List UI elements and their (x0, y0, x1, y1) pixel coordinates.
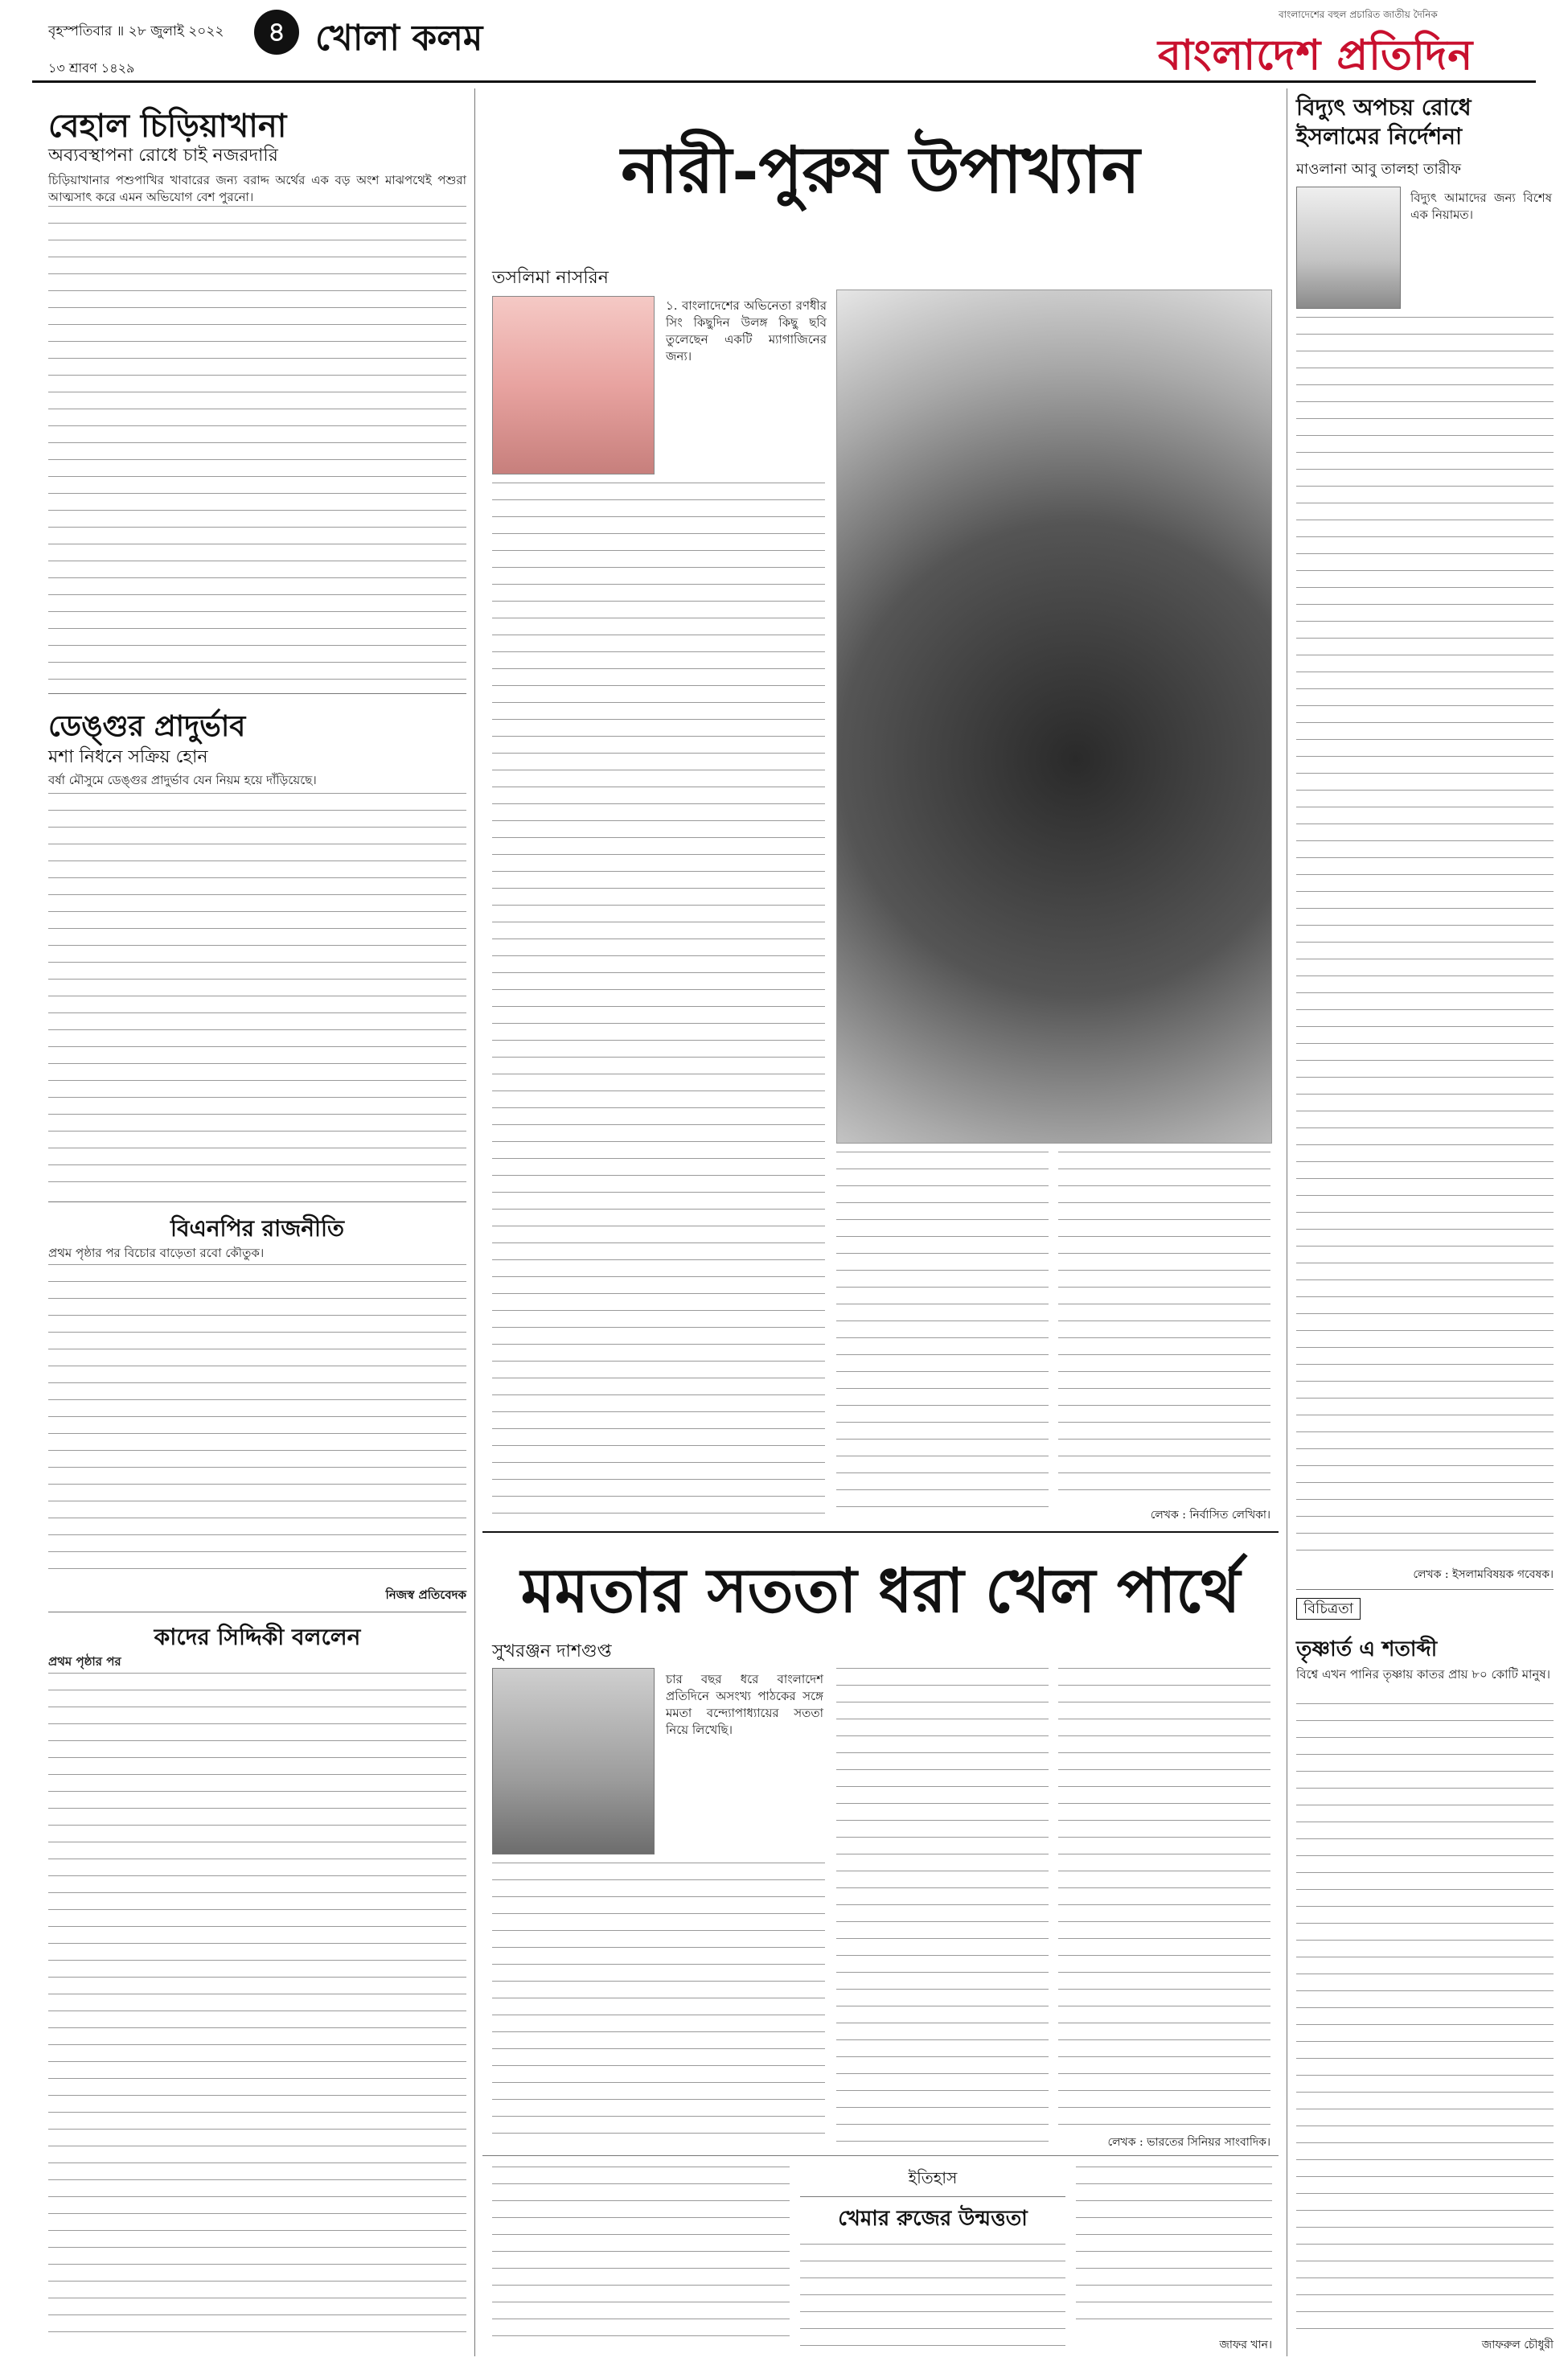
history-mid-body (800, 2244, 1065, 2351)
mamata-title: মমতার সততা ধরা খেল পার্থে (520, 1555, 1241, 1626)
feature-illustration (836, 290, 1272, 1144)
misc-author: জাফরুল চৌধুরী (1481, 2339, 1554, 2351)
islam-author-photo (1296, 187, 1401, 309)
dengue-subtitle: মশা নিধনে সক্রিয় হোন (48, 747, 208, 767)
rule-mamata (482, 2155, 1279, 2156)
bnp-lead: প্রথম পৃষ্ঠার পর বিচোর বাড়েতা রবো কৌতুক। (48, 1246, 265, 1260)
mamata-col3-body (1058, 1668, 1270, 2128)
rule-right-col (1296, 1589, 1554, 1590)
misc-label (1296, 1597, 1554, 1622)
misc-title: তৃষ্ণার্ত এ শতাব্দী (1296, 1637, 1438, 1661)
history-box (800, 2167, 1065, 2236)
zoo-lead: চিড়িয়াখানার পশুপাখির খাবারের জন্য বরাদ্দ অর্থের এক বড় অংশ মাঝপথেই পশুরা আত্মসাৎ করে এমন অভিযোগ বেশ পুরনো। (48, 173, 466, 204)
zoo-subtitle: অব্যবস্থাপনা রোধে চাই নজরদারি (48, 146, 278, 166)
history-author: জাফর খান। (1219, 2339, 1272, 2351)
feature-lead: ১. বাংলাদেশের অভিনেতা রণধীর সিং কিছুদিন উলঙ্গ কিছু ছবি তুলেছেন একটি ম্যাগাজিনের জন্য। (666, 298, 827, 363)
date-line-1: বৃহস্পতিবার ॥ ২৮ জুলাই ২০২২ (48, 23, 224, 39)
rule-left (474, 88, 475, 2356)
feature-footer: লেখক : নির্বাসিত লেখিকা। (1150, 1509, 1270, 1522)
page-number-circle (254, 10, 299, 55)
feature-col2-body (836, 1152, 1049, 1518)
history-left-body (492, 2167, 790, 2351)
bnp-byline: নিজস্ব প্রতিবেদক (385, 1587, 466, 1602)
masthead: বাংলাদেশ প্রতিদিন (1158, 31, 1474, 80)
zoo-body (48, 206, 466, 680)
rule-zoo (48, 693, 466, 694)
rule-dengue (48, 1201, 466, 1202)
page-number: ৪ (267, 16, 286, 48)
mamata-col2-body (836, 1668, 1049, 2150)
misc-body (1296, 1703, 1554, 2332)
bnp-title: বিএনপির রাজনীতি (170, 1215, 345, 1242)
mamata-lead: চার বছর ধরে বাংলাদেশ প্রতিদিনে অসংখ্য পাঠকের সঙ্গে মমতা বন্দ্যোপাধ্যায়ের সততা নিয়ে লিখেছি। (666, 1672, 823, 1737)
mamata-author-photo (492, 1668, 655, 1854)
dengue-body (48, 793, 466, 1192)
header-rule (32, 80, 1536, 83)
mamata-footer: লেখক : ভারতের সিনিয়র সাংবাদিক। (1107, 2136, 1270, 2149)
misc-label-text: বিচিত্রতা (1296, 1598, 1361, 1620)
islam-title: বিদ্যুৎ অপচয় রোধে ইসলামের নির্দেশনা (1296, 94, 1472, 150)
kader-lead: প্রথম পৃষ্ঠার পর (48, 1654, 121, 1669)
history-label: ইতিহাস (800, 2167, 1065, 2197)
feature-col1-body (492, 483, 825, 1518)
dengue-lead: বর্ষা মৌসুমে ডেঙ্গুর প্রাদুর্ভাব যেন নিয়ম হয়ে দাঁড়িয়েছে। (48, 773, 317, 787)
feature-title: নারী-পুরুষ উপাখ্যান (621, 132, 1140, 207)
misc-lead: বিশ্বে এখন পানির তৃষ্ণায় কাতর প্রায় ৮০ কোটি মানুষ। (1296, 1667, 1550, 1682)
kader-title: কাদের সিদ্দিকী বললেন (154, 1624, 361, 1650)
history-right-body (1076, 2167, 1272, 2332)
section-title: খোলা কলম (315, 18, 483, 59)
feature-col3-body (1058, 1152, 1270, 1502)
islam-body (1296, 317, 1554, 1560)
history-title: খেমার রুজের উন্মত্ততা (838, 2207, 1028, 2231)
islam-footer: লেখক : ইসলামবিষয়ক গবেষক। (1413, 1568, 1554, 1581)
date-line-2: ১৩ শ্রাবণ ১৪২৯ (48, 60, 135, 76)
bnp-body (48, 1264, 466, 1583)
mamata-author: সুখরঞ্জন দাশগুপ্ত (492, 1641, 612, 1661)
dengue-title: ডেঙ্গুর প্রাদুর্ভাব (48, 709, 246, 743)
islam-author: মাওলানা আবু তালহা তারীফ (1296, 161, 1461, 178)
author-photo (492, 296, 655, 474)
rule-feature (482, 1531, 1279, 1533)
kader-body (48, 1673, 466, 2348)
masthead-tagline: বাংলাদেশের বহুল প্রচারিত জাতীয় দৈনিক (1279, 9, 1438, 20)
zoo-title: বেহাল চিড়িয়াখানা (48, 107, 287, 145)
header-date (48, 21, 241, 43)
feature-author: তসলিমা নাসরিন (492, 268, 609, 288)
mamata-col1-body (492, 1863, 825, 2144)
islam-lead: বিদ্যুৎ আমাদের জন্য বিশেষ এক নিয়ামত। (1410, 191, 1552, 222)
